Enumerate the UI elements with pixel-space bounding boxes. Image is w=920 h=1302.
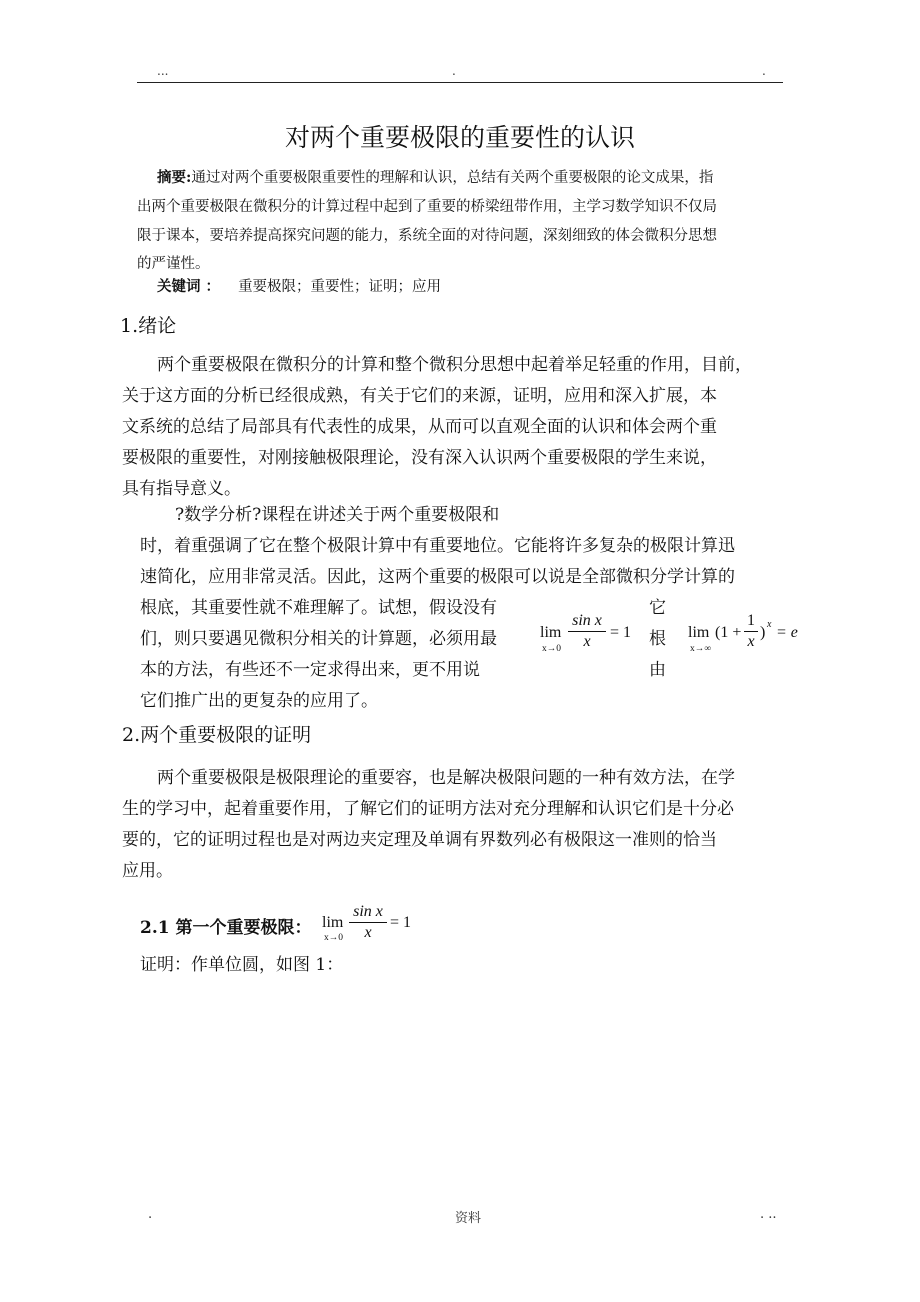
s1-p2-line-5: 们，则只要遇见微积分相关的计算题，必须用最 [140, 629, 497, 649]
formula3-rhs: = 1 [390, 914, 412, 931]
proof-line: 证明：作单位圆，如图 1： [140, 955, 344, 975]
section1-heading: 1.绪论 [120, 315, 177, 337]
fraction2 [744, 612, 758, 651]
formula-rhs: = 1 [610, 624, 632, 641]
s1-p1-line-4: 要极限的重要性，对刚接触极限理论，没有深入认识两个重要极限的学生来说， [122, 448, 717, 468]
footer-right: . .. [760, 1207, 777, 1222]
s1-p2-line-2: 时，着重强调了它在整个极限计算中有重要地位。它能将许多复杂的极限计算迅 [140, 536, 735, 556]
s1-p2-line-6: 本的方法，有些还不一定求得出来，更不用说 [140, 660, 480, 680]
formula-sinx-over-x [540, 612, 640, 662]
lim-subscript: x→0 [542, 644, 561, 654]
s2-p-line-2: 生的学习中，起着重要作用，了解它们的证明方法对充分理解和认识它们是十分必 [122, 799, 734, 819]
fraction-denominator: x [583, 633, 591, 650]
s2-p-line-3: 要的，它的证明过程也是对两边夹定理及单调有界数列必有极限这一准则的恰当 [122, 830, 717, 850]
lim3-subscript: x→0 [324, 933, 343, 943]
header-left: ... [157, 64, 169, 78]
fraction-numerator: sin x [572, 612, 602, 629]
keywords-line [157, 275, 441, 296]
s1-p1-line-2: 关于这方面的分析已经很成熟，有关于它们的来源，证明，应用和深入扩展，本 [122, 386, 717, 406]
fraction3 [349, 903, 387, 942]
footer-left: . [148, 1207, 153, 1222]
abstract-line-1: 摘要:通过对两个重要极限重要性的理解和认识，总结有关两个重要极限的论文成果，指 [157, 169, 714, 186]
page-title: 对两个重要极限的重要性的认识 [284, 123, 635, 152]
keywords-text: 重要极限；重要性；证明；应用 [238, 279, 442, 295]
abstract-line-2: 出两个重要极限在微积分的计算过程中起到了重要的桥梁纽带作用，主学习数学知识不仅局 [137, 199, 717, 215]
s2-p-line-4: 应用。 [122, 861, 173, 881]
footer-center: 资料 [455, 1211, 482, 1226]
abstract-line-4: 的严谨性。 [137, 256, 210, 272]
lim3-label: lim [322, 914, 344, 931]
col-char-1: 它 [649, 598, 666, 618]
formula2-paren-right: ) [760, 624, 766, 641]
fraction3-numerator: sin x [353, 903, 383, 920]
formula2-paren-left: (1 + [715, 624, 742, 641]
s1-p2-line-4: 根底，其重要性就不难理解了。试想，假设没有 [140, 598, 497, 618]
col-char-3: 由 [649, 660, 666, 680]
lim2-label: lim [688, 624, 710, 641]
formula2-exponent: x [767, 619, 772, 630]
s1-p2-line-1: ?数学分析?课程在讲述关于两个重要极限和 [175, 505, 500, 525]
fraction2-numerator: 1 [747, 612, 755, 629]
fraction2-bar [744, 631, 758, 632]
fraction [568, 612, 606, 651]
s1-p1-line-3: 文系统的总结了局部具有代表性的成果，从而可以直观全面的认识和体会两个重 [122, 417, 717, 437]
header-right: . [762, 64, 766, 78]
col-char-2: 根 [649, 629, 666, 649]
fraction3-denominator: x [364, 924, 372, 941]
header-center: . [452, 64, 456, 78]
fraction2-denominator: x [747, 633, 755, 650]
s1-p2-line-7: 它们推广出的更复杂的应用了。 [140, 691, 378, 711]
abstract-line-3: 限于课本，要培养提高探究问题的能力，系统全面的对待问题，深刻细致的体会微积分思想 [137, 228, 717, 244]
s1-p2-line-3: 速简化，应用非常灵活。因此，这两个重要的极限可以说是全部微积分学计算的 [140, 567, 735, 587]
lim2-subscript: x→∞ [690, 644, 712, 654]
s1-p1-line-5: 具有指导意义。 [122, 479, 241, 499]
subsection-2-1-label: 2.1 第一个重要极限： [140, 918, 312, 938]
section2-heading: 2.两个重要极限的证明 [122, 724, 312, 746]
s1-p1-line-1: 两个重要极限在微积分的计算和整个微积分思想中起着举足轻重的作用，目前， [157, 355, 752, 375]
fraction3-bar [349, 922, 387, 923]
lim-label: lim [540, 624, 562, 641]
keywords-label: 关键词 ： [157, 278, 221, 295]
s2-p-line-1: 两个重要极限是极限理论的重要容，也是解决极限问题的一种有效方法，在学 [157, 768, 735, 788]
header-rule [137, 82, 783, 83]
formula2-rhs: = e [776, 624, 798, 641]
fraction-bar [568, 631, 606, 632]
abstract-label: 摘要: [157, 169, 192, 186]
formula-first-limit [322, 903, 422, 953]
formula-e-limit [688, 612, 808, 662]
